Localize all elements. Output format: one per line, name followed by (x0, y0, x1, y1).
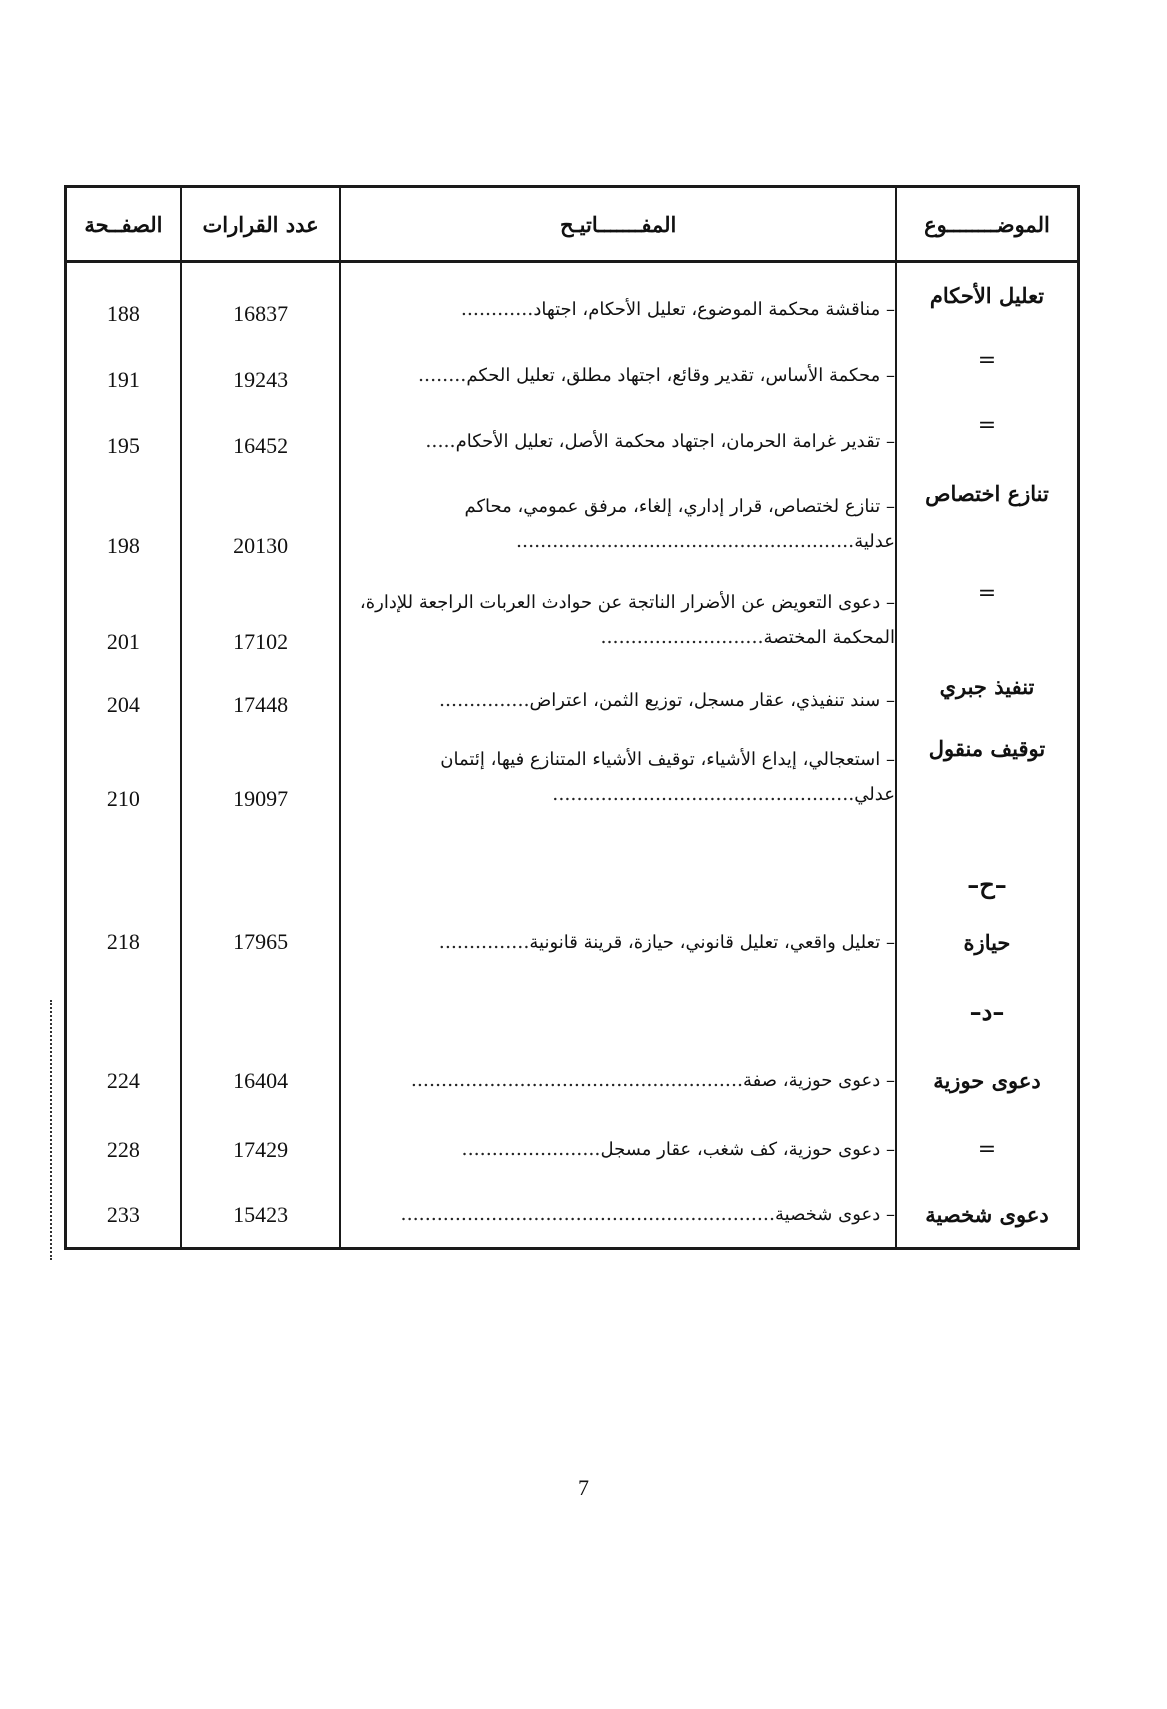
row-count: 15423 (181, 1183, 340, 1249)
row-keys (340, 1045, 896, 1117)
row-page: 228 (66, 1117, 181, 1183)
row-keys-text: – محكمة الأساس، تقدير وقائع، اجتهاد مطلق، تعليل الحكم (466, 364, 895, 386)
row-keys-text: – دعوى شخصية (774, 1204, 895, 1226)
table-row (66, 1045, 1079, 1117)
row-page: 188 (66, 262, 181, 328)
row-keys (340, 559, 896, 654)
row-page: 198 (66, 459, 181, 560)
row-dots: .................................................. (552, 782, 855, 805)
row-keys (340, 1117, 896, 1183)
row-page: 191 (66, 327, 181, 393)
row-keys-text: – تقدير غرامة الحرمان، اجتهاد محكمة الأصل، تعليل الأحكام (455, 430, 895, 452)
header-subject: الموضــــــــوع (896, 187, 1079, 262)
row-subject-ditto: = (896, 1117, 1079, 1183)
row-keys-text: – استعجالي، إيداع الأشياء، توقيف الأشياء المتنازع فيها، إئتمان عدلي (440, 748, 895, 805)
row-keys-text: – دعوى حوزية، كف شغب، عقار مسجل (600, 1139, 895, 1161)
table-row (66, 1117, 1079, 1183)
table-row (66, 459, 1079, 560)
row-keys-text: – سند تنفيذي، عقار مسجل، توزيع الثمن، اعتراض (529, 690, 895, 712)
row-subject: تنفيذ جبري (896, 655, 1079, 719)
row-keys (340, 459, 896, 560)
header-page: الصفــحة (66, 187, 181, 262)
page-number: 7 (578, 1475, 589, 1500)
row-dots: ........ (418, 363, 467, 386)
row-subject: دعوى حوزية (896, 1045, 1079, 1117)
table-row (66, 393, 1079, 459)
row-dots: ....................... (461, 1138, 601, 1161)
table-row (66, 812, 1079, 905)
row-keys (340, 905, 896, 979)
row-count: 16404 (181, 1045, 340, 1117)
section-letter-ha: –ح– (896, 812, 1079, 905)
row-page: 233 (66, 1183, 181, 1249)
section-letter-dal: –د– (896, 979, 1079, 1045)
row-keys-text: – دعوى حوزية، صفة (743, 1070, 895, 1092)
row-subject: توقيف منقول (896, 718, 1079, 811)
row-dots: ............... (438, 689, 530, 712)
row-count: 16452 (181, 393, 340, 459)
row-keys (340, 655, 896, 719)
row-subject-ditto: = (896, 327, 1079, 393)
table-row (66, 262, 1079, 328)
row-dots: ..... (425, 429, 456, 452)
row-dots: ........................... (600, 625, 764, 648)
row-keys (340, 1183, 896, 1249)
row-count: 17102 (181, 559, 340, 654)
row-keys (340, 718, 896, 811)
index-table (64, 185, 1080, 1250)
row-keys-text: – دعوى التعويض عن الأضرار الناتجة عن حوادث العربات الراجعة للإدارة، المحكمة المختصة (359, 591, 895, 648)
row-dots: ............ (460, 298, 534, 321)
row-subject-ditto: = (896, 559, 1079, 654)
row-dots: .............................................................. (400, 1203, 775, 1226)
row-subject: تعليل الأحكام (896, 262, 1079, 328)
row-count: 19243 (181, 327, 340, 393)
table-row (66, 655, 1079, 719)
row-keys-text: – مناقشة محكمة الموضوع، تعليل الأحكام، اجتهاد (533, 299, 895, 321)
row-page: 204 (66, 655, 181, 719)
row-subject: تنازع اختصاص (896, 459, 1079, 560)
row-page: 210 (66, 718, 181, 811)
margin-scan-line (50, 1000, 52, 1260)
row-count: 17965 (181, 905, 340, 979)
table-row (66, 979, 1079, 1045)
table-row (66, 1183, 1079, 1249)
table-row (66, 905, 1079, 979)
row-page: 195 (66, 393, 181, 459)
row-page: 224 (66, 1045, 181, 1117)
row-dots: ........................................................ (515, 530, 855, 553)
row-dots: ............... (438, 930, 530, 953)
row-count: 16837 (181, 262, 340, 328)
row-count: 20130 (181, 459, 340, 560)
row-subject: دعوى شخصية (896, 1183, 1079, 1249)
row-count: 17448 (181, 655, 340, 719)
row-count: 17429 (181, 1117, 340, 1183)
row-page: 201 (66, 559, 181, 654)
row-keys-text: – تنازع لختصاص، قرار إداري، إلغاء، مرفق عمومي، محاكم عدلية (464, 496, 895, 553)
table-row (66, 718, 1079, 811)
row-keys-text: – تعليل واقعي، تعليل قانوني، حيازة، قرينة قانونية (529, 931, 895, 953)
header-count: عدد القرارات (181, 187, 340, 262)
row-page: 218 (66, 905, 181, 979)
row-subject: حيازة (896, 905, 1079, 979)
header-row (66, 187, 1079, 262)
row-count: 19097 (181, 718, 340, 811)
row-dots: ....................................................... (410, 1069, 744, 1092)
table-row (66, 559, 1079, 654)
row-keys (340, 262, 896, 328)
table-row (66, 327, 1079, 393)
row-keys (340, 393, 896, 459)
header-keys: المفـــــــاتيـح (340, 187, 896, 262)
row-subject-ditto: = (896, 393, 1079, 459)
row-keys (340, 327, 896, 393)
